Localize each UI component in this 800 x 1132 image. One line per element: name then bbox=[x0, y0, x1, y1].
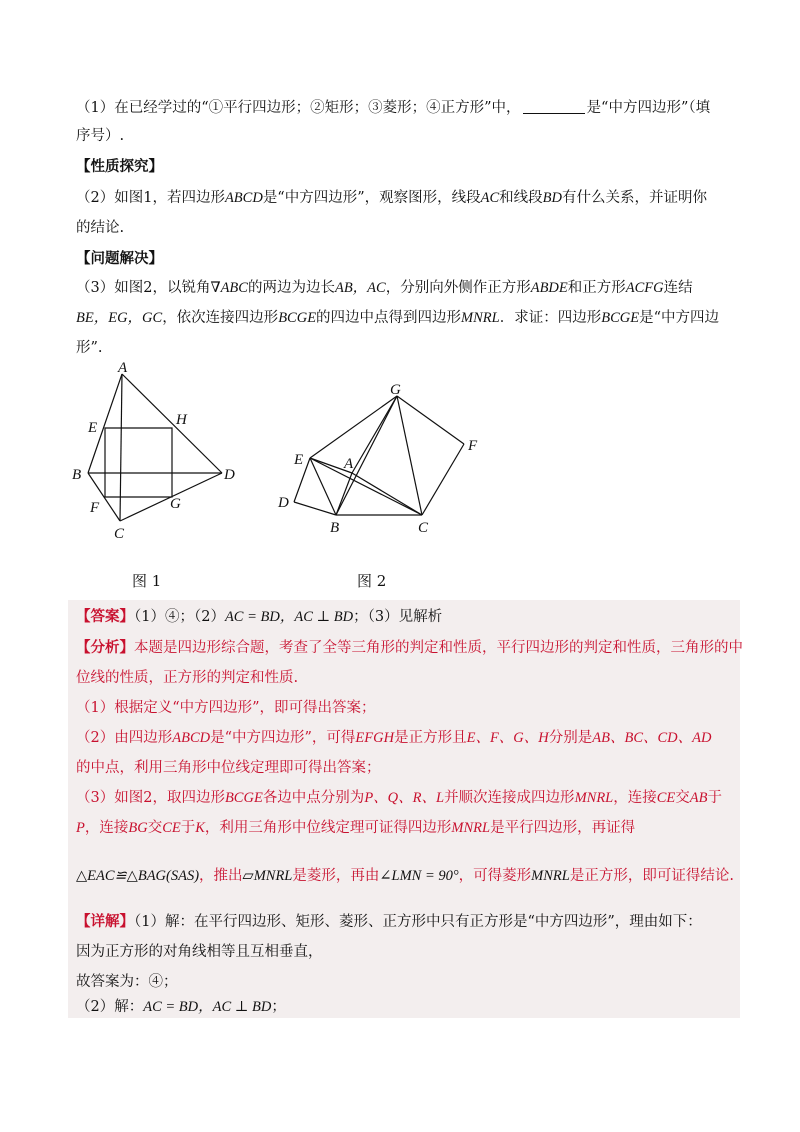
analysis-6-text-g: 于 bbox=[707, 790, 722, 806]
math-ce-2: CE bbox=[162, 820, 181, 836]
q3-line-1 bbox=[76, 278, 693, 298]
fig2-label-c: C bbox=[418, 520, 429, 536]
answer-tag: 【答案】 bbox=[76, 608, 134, 625]
fig2-edge-ab bbox=[336, 473, 352, 515]
fig2-edge-eg bbox=[310, 396, 397, 458]
math-sides: AB、BC、CD、AD bbox=[592, 730, 712, 746]
q3-text: （3）如图2，以锐角 bbox=[76, 280, 211, 296]
fig2-edge-gf bbox=[397, 396, 464, 444]
fig2-label-f: F bbox=[468, 438, 478, 454]
answer-line bbox=[76, 607, 442, 627]
fig2-edge-ec bbox=[310, 458, 422, 515]
analysis-line-8 bbox=[76, 866, 734, 886]
analysis-6-text-e: ，连接 bbox=[613, 790, 657, 806]
fig1-label-e: E bbox=[88, 420, 98, 436]
math-ab-ac: AB，AC bbox=[334, 280, 386, 296]
q3-text-d: 和正方形 bbox=[567, 280, 626, 296]
fig2-label-d: D bbox=[278, 495, 289, 511]
math-bcge: BCGE bbox=[278, 310, 317, 326]
math-ab-2: AB bbox=[689, 790, 708, 806]
math-abcd: ABCD bbox=[224, 190, 263, 206]
math-bg: BG bbox=[128, 820, 148, 836]
fig1-label-f: F bbox=[90, 500, 100, 516]
analysis-tag: 【分析】 bbox=[76, 639, 134, 656]
detail-line-2: 因为正方形的对角线相等且互相垂直， bbox=[76, 944, 323, 960]
figure-1 bbox=[64, 362, 254, 540]
detail-4-text-b: ； bbox=[271, 999, 286, 1015]
q2-text-e: 的结论. bbox=[76, 220, 125, 236]
q1-text: （1）在已经学过的“①平行四边形；②矩形；③菱形；④正方形”中， bbox=[76, 100, 521, 116]
math-pqrl: P、Q、R、L bbox=[364, 790, 445, 806]
math-abcd-2: ABCD bbox=[172, 730, 211, 746]
fig2-edge-gc bbox=[397, 396, 422, 515]
detail-text-1: （1）解：在平行四边形、矩形、菱形、正方形中只有正方形是“中方四边形”，理由如下： bbox=[134, 914, 702, 930]
math-triangle: ∇ABC bbox=[210, 280, 248, 296]
q3-text-e: 连结 bbox=[663, 280, 693, 296]
fig2-label-e: E bbox=[294, 452, 304, 468]
fig1-diagonal-ac bbox=[120, 374, 122, 521]
detail-4-text: （2）解： bbox=[76, 999, 144, 1015]
figure-2-caption: 图 2 bbox=[357, 572, 387, 590]
q3-text-b: 的两边为边长 bbox=[247, 280, 335, 296]
fig2-edge-fc bbox=[422, 444, 464, 515]
fig1-label-c: C bbox=[114, 526, 125, 540]
analysis-8-text-c: ，可得菱形 bbox=[458, 868, 532, 884]
q1-text-cont: 是“中方四边形”（填 bbox=[586, 100, 711, 116]
analysis-6-text-d: 并顺次连接成四边形 bbox=[444, 790, 575, 806]
math-bcge-2: BCGE bbox=[601, 310, 640, 326]
q2-line-2 bbox=[76, 218, 124, 238]
q3-text-h: ．求证：四边形 bbox=[499, 310, 602, 326]
fig1-label-h: H bbox=[176, 412, 187, 428]
fig2-edge-eb bbox=[310, 458, 336, 515]
math-mnrl-4: MNRL bbox=[531, 868, 570, 884]
q2-text-d: 有什么关系，并证明你 bbox=[562, 190, 708, 206]
analysis-7-text-b: ，连接 bbox=[84, 820, 129, 836]
fig2-edge-db bbox=[294, 502, 336, 515]
math-bcge-3: BCGE bbox=[224, 790, 263, 806]
fig2-edge-ag bbox=[352, 396, 397, 473]
answer-text-b: ；（3）见解析 bbox=[353, 609, 443, 625]
math-abde: ABDE bbox=[530, 280, 568, 296]
math-parallelogram-mnrl: ▱MNRL bbox=[242, 868, 293, 884]
q3-line-3 bbox=[76, 338, 103, 358]
q2-line-1 bbox=[76, 188, 707, 208]
detail-math: AC = BD，AC ⊥ BD bbox=[143, 999, 272, 1015]
fig1-label-a: A bbox=[118, 362, 128, 376]
analysis-7-text-f: ，利用三角形中位线定理可证得四边形 bbox=[204, 820, 452, 836]
math-acfg: ACFG bbox=[625, 280, 664, 296]
detail-line-3: 故答案为：④； bbox=[76, 974, 178, 990]
math-mnrl-2: MNRL bbox=[574, 790, 614, 806]
math-congruence: △EAC≌△BAG(SAS) bbox=[76, 868, 200, 884]
section-solve-heading: 【问题解决】 bbox=[76, 250, 163, 267]
math-efgh: EFGH bbox=[355, 730, 395, 746]
math-k: K bbox=[195, 820, 205, 836]
math-lines: BE，EG，GC bbox=[76, 310, 163, 326]
math-ce: CE bbox=[656, 790, 676, 806]
q3-text-j: 形”. bbox=[76, 340, 103, 356]
analysis-text-1: 本题是四边形综合题，考查了全等三角形的判定和性质，平行四边形的判定和性质，三角形的中 bbox=[134, 640, 743, 656]
analysis-4-text-c: 是正方形且 bbox=[394, 730, 467, 746]
math-mnrl-3: MNRL bbox=[451, 820, 491, 836]
analysis-4-text-b: 是“中方四边形”，可得 bbox=[210, 730, 356, 746]
analysis-4-text-e: 分别是 bbox=[548, 730, 593, 746]
fig2-label-b: B bbox=[330, 520, 340, 536]
analysis-line-2: 位线的性质，正方形的判定和性质. bbox=[76, 670, 299, 686]
answer-math: AC = BD，AC ⊥ BD bbox=[224, 609, 354, 625]
detail-line-4 bbox=[76, 997, 286, 1017]
fig2-label-g: G bbox=[390, 382, 401, 398]
q2-text-b: 是“中方四边形”，观察图形，线段 bbox=[262, 190, 481, 206]
fig1-label-g: G bbox=[170, 496, 181, 512]
q3-line-2 bbox=[76, 308, 719, 328]
analysis-8-text-b: 是菱形，再由 bbox=[292, 868, 380, 884]
figure-2 bbox=[276, 382, 486, 538]
analysis-7-text-c: 交 bbox=[147, 820, 163, 836]
analysis-7-text-d: 于 bbox=[180, 820, 196, 836]
answer-text: （1）④；（2） bbox=[134, 609, 225, 625]
q1-line-2 bbox=[76, 126, 124, 146]
analysis-6-text-f: 交 bbox=[675, 790, 690, 806]
fig1-square-efgh bbox=[105, 428, 172, 497]
section-property-heading: 【性质探究】 bbox=[76, 158, 163, 175]
analysis-7-text-g: 是平行四边形，再证得 bbox=[490, 820, 636, 836]
analysis-6-text: （3）如图2，取四边形 bbox=[76, 790, 225, 806]
q2-text: （2）如图1，若四边形 bbox=[76, 190, 225, 206]
fig2-edge-ac bbox=[352, 473, 422, 515]
analysis-6-text-b: 各边中点分别为 bbox=[262, 790, 365, 806]
math-p: P bbox=[76, 820, 85, 836]
fig1-label-b: B bbox=[72, 467, 82, 483]
analysis-8-text-a: ，推出 bbox=[199, 868, 243, 884]
analysis-4-text: （2）由四边形 bbox=[76, 730, 173, 746]
q2-text-c: 和线段 bbox=[499, 190, 543, 206]
math-angle-lmn: ∠LMN = 90° bbox=[379, 868, 459, 884]
math-mnrl: MNRL bbox=[461, 310, 500, 326]
analysis-line-3: （1）根据定义“中方四边形”，即可得出答案； bbox=[76, 700, 376, 716]
answer-blank[interactable] bbox=[523, 99, 585, 114]
q3-text-f: ，依次连接四边形 bbox=[162, 310, 279, 326]
q3-text-i: 是“中方四边 bbox=[639, 310, 719, 326]
analysis-line-7 bbox=[76, 818, 635, 838]
analysis-8-text-d: 是正方形，即可证得结论. bbox=[569, 868, 734, 884]
math-bd: BD bbox=[542, 190, 563, 206]
math-efgh-points: E、F、G、H bbox=[466, 730, 549, 746]
fig1-label-d: D bbox=[224, 467, 235, 483]
q1-text-end: 序号）. bbox=[76, 128, 125, 144]
q1-line-1 bbox=[76, 98, 710, 118]
fig2-label-a: A bbox=[344, 456, 354, 472]
q3-text-g: 的四边中点得到四边形 bbox=[316, 310, 462, 326]
detail-line-1 bbox=[76, 912, 702, 932]
figure-1-caption: 图 1 bbox=[132, 572, 162, 590]
analysis-line-6 bbox=[76, 788, 722, 808]
math-ac: AC bbox=[480, 190, 500, 206]
analysis-line-1 bbox=[76, 638, 743, 658]
q3-text-c: ，分别向外侧作正方形 bbox=[385, 280, 531, 296]
analysis-line-4 bbox=[76, 728, 711, 748]
analysis-line-5: 的中点，利用三角形中位线定理即可得出答案； bbox=[76, 760, 381, 776]
detail-tag: 【详解】 bbox=[76, 913, 134, 930]
